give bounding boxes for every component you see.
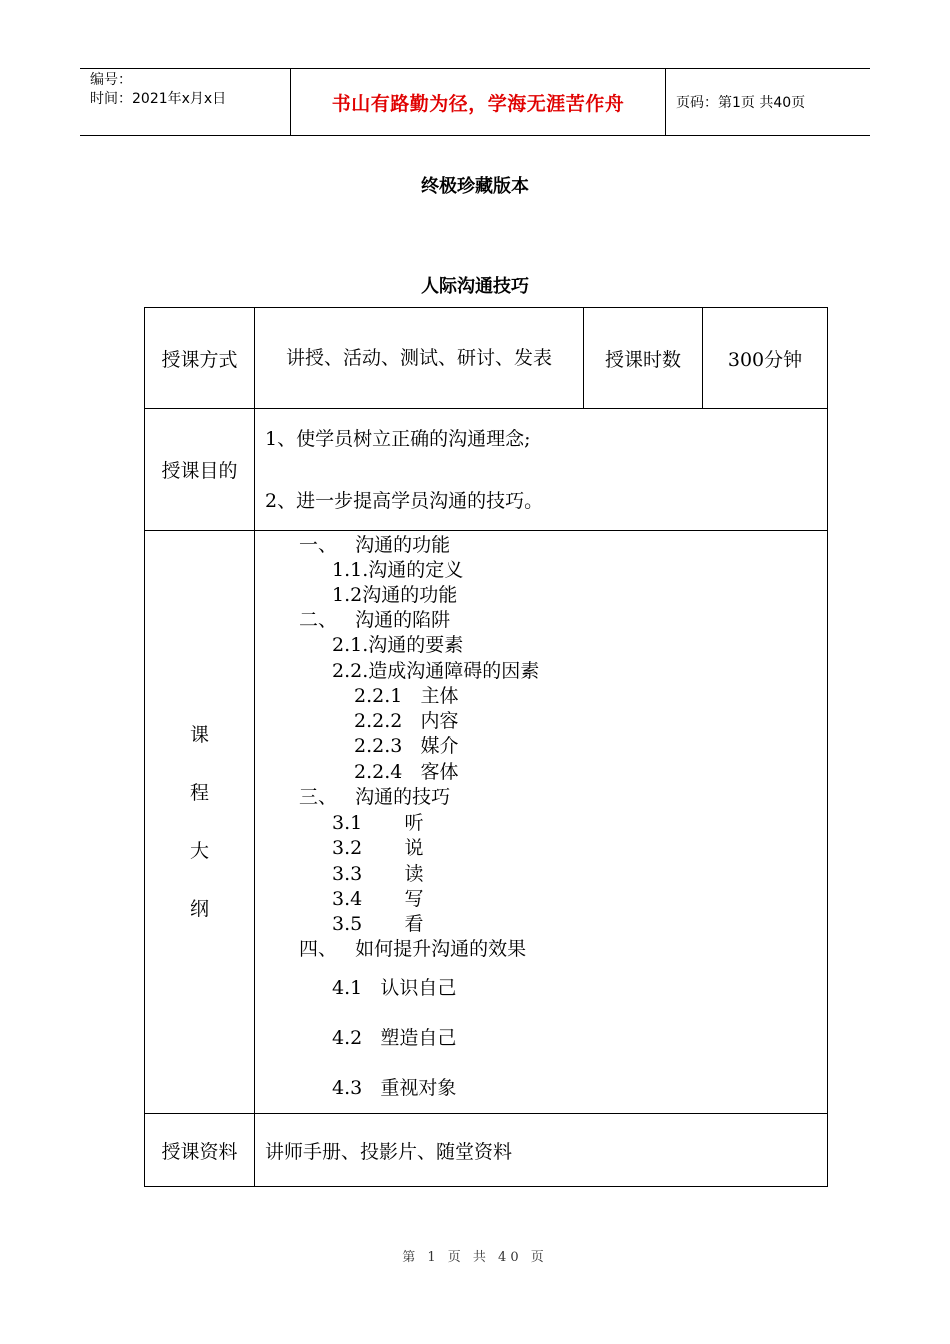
outline-item: 2.2.1 主体: [354, 685, 459, 707]
outline-item: 四、 如何提升沟通的效果: [299, 938, 527, 960]
page-footer: 第 1 页 共 40 页: [402, 1250, 548, 1265]
hours-value: 300分钟: [703, 308, 828, 409]
outline-label-char: 程: [189, 782, 209, 804]
outline-label-char: 大: [189, 840, 209, 862]
outline-item: 2.2.造成沟通障碍的因素: [332, 660, 540, 682]
materials-row: [145, 1114, 828, 1187]
number-label: 编号：: [90, 72, 132, 88]
goal-list: [255, 409, 828, 531]
outline-item: 4.1 认识自己: [332, 977, 457, 999]
edition-title: 终极珍藏版本: [421, 176, 529, 197]
header-meta: [80, 69, 291, 136]
outline-item: 3.4 写: [332, 888, 424, 910]
hours-label: 授课时数: [584, 308, 703, 409]
outline-item: 2.2.2 内容: [354, 710, 459, 732]
outline-content: [255, 531, 828, 1114]
header-motto: 书山有路勤为径，学海无涯苦作舟: [291, 69, 666, 136]
goal-item: 1、使学员树立正确的沟通理念;: [265, 427, 531, 450]
outline-item: 3.5 看: [332, 913, 424, 935]
outline-item: 1.2沟通的功能: [332, 584, 458, 606]
outline-item: 3.2 说: [332, 837, 424, 859]
outline-row: [145, 531, 828, 1114]
outline-item: 三、 沟通的技巧: [299, 786, 451, 808]
outline-item: 1.1.沟通的定义: [332, 559, 464, 581]
outline-item: 3.3 读: [332, 863, 424, 885]
method-row: [145, 308, 828, 409]
outline-label: [145, 531, 255, 1114]
method-value: 讲授、活动、测试、研讨、发表: [255, 308, 584, 409]
goal-row: [145, 409, 828, 531]
outline-item: 一、 沟通的功能: [299, 534, 451, 556]
outline-item: 4.2 塑造自己: [332, 1027, 457, 1049]
time-label: 时间：2021年x月x日: [90, 91, 227, 107]
header-page-info: 页码：第1页 共40页: [666, 69, 871, 136]
course-table: [144, 307, 828, 1187]
materials-value: 讲师手册、投影片、随堂资料: [255, 1114, 828, 1187]
goal-label: 授课目的: [145, 409, 255, 531]
goal-item: 2、进一步提高学员沟通的技巧。: [265, 489, 544, 512]
course-title: 人际沟通技巧: [421, 276, 529, 297]
outline-item: 3.1 听: [332, 812, 424, 834]
outline-item: 2.2.3 媒介: [354, 735, 459, 757]
outline-label-char: 课: [189, 724, 209, 746]
outline-item: 4.3 重视对象: [332, 1077, 457, 1099]
outline-item: 2.2.4 客体: [354, 761, 459, 783]
page-header: [80, 68, 870, 136]
method-label: 授课方式: [145, 308, 255, 409]
materials-label: 授课资料: [145, 1114, 255, 1187]
outline-item: 二、 沟通的陷阱: [299, 609, 451, 631]
outline-label-char: 纲: [189, 898, 209, 920]
outline-item: 2.1.沟通的要素: [332, 634, 464, 656]
